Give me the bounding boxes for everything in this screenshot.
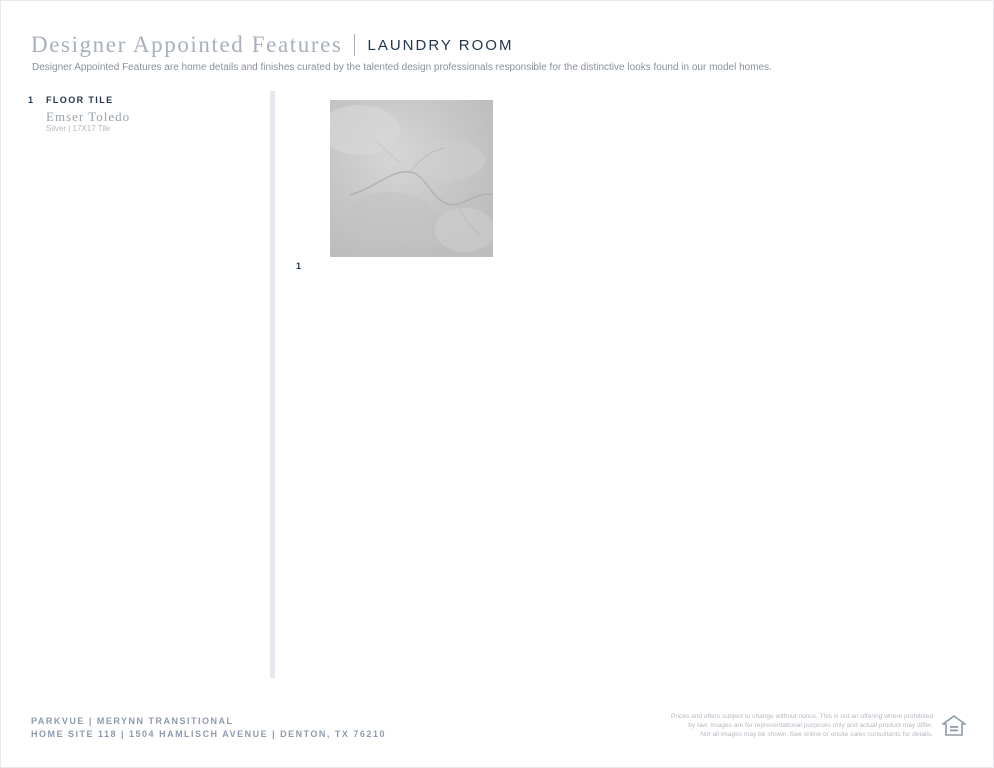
title-main: Designer Appointed Features <box>31 32 343 57</box>
disclaimer-line: by law. Images are for representational purposes only and actual product may differ. <box>688 722 933 729</box>
swatch-number-label: 1 <box>296 261 302 271</box>
disclaimer-line: Prices and offers subject to change without notice. This is not an offering where prohibited <box>670 713 933 720</box>
feature-product-detail: Silver | 17X17 Tile <box>46 124 111 133</box>
footer-address-line: HOME SITE 118 | 1504 HAMLISCH AVENUE | DENTON, TX 76210 <box>31 729 386 739</box>
footer-community-line: PARKVUE | MERYNN TRANSITIONAL <box>31 716 234 726</box>
feature-product-name: Emser Toledo <box>46 109 131 124</box>
title-separator <box>354 34 355 56</box>
disclaimer-line: Not all images may be shown. See online or onsite sales consultants for details. <box>700 731 933 738</box>
footer-address <box>31 715 386 741</box>
room-name: LAUNDRY ROOM <box>367 36 514 54</box>
feature-category: FLOOR TILE <box>46 95 114 105</box>
vertical-divider <box>270 91 275 678</box>
footer-disclaimer <box>613 712 933 739</box>
page-title <box>31 32 513 58</box>
floor-tile-swatch-image <box>330 100 493 257</box>
feature-number: 1 <box>28 95 34 105</box>
equal-housing-opportunity-icon <box>942 714 966 738</box>
page-subtitle: Designer Appointed Features are home details and finishes curated by the talented design professionals responsible for the distinctive looks found in our model homes. <box>32 62 772 73</box>
